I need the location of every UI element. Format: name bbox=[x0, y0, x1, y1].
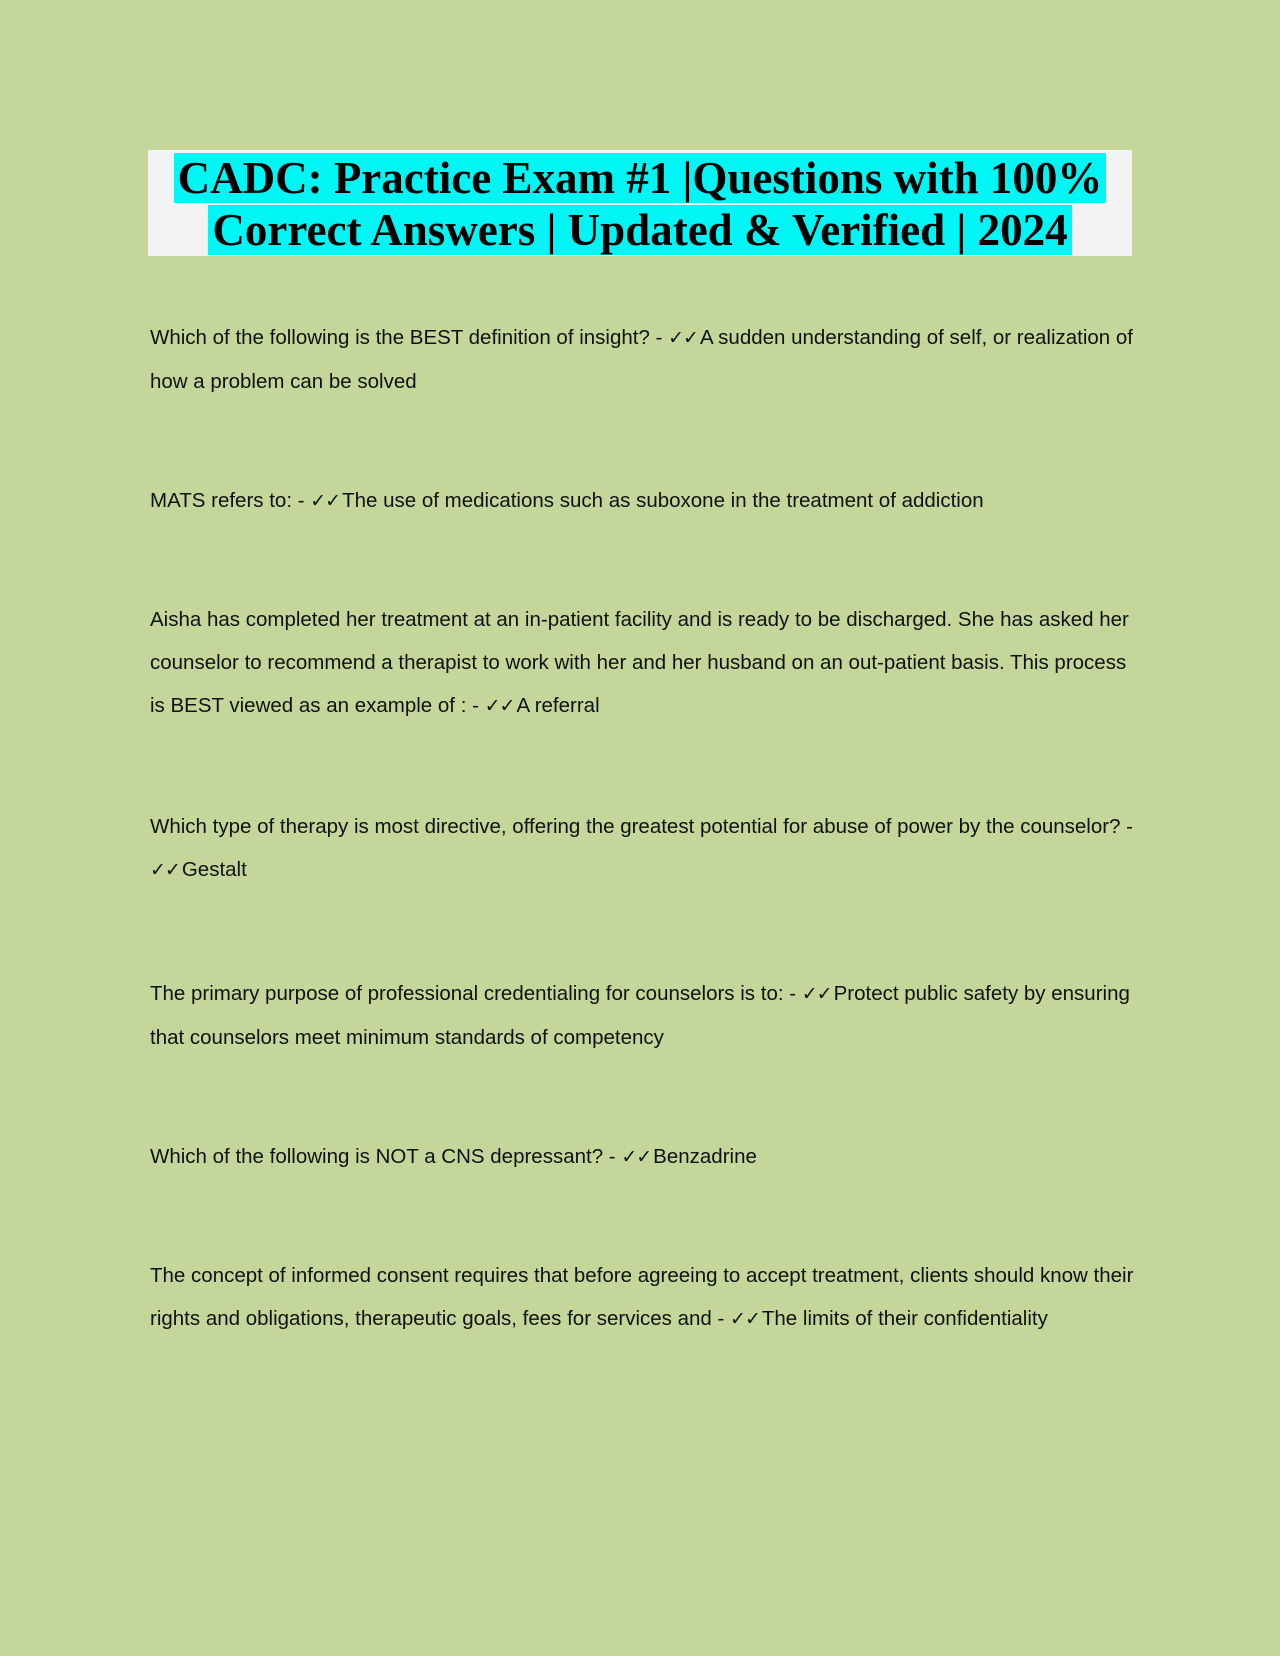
qa-item bbox=[150, 1254, 1140, 1341]
question-text: The concept of informed consent requires that before agreeing to accept treatment, clients should know their rights and obligations, therapeutic goals, fees for services and - bbox=[150, 1264, 1134, 1330]
question-text: Which of the following is NOT a CNS depressant? - bbox=[150, 1145, 622, 1168]
answer-text: Protect public safety by ensuring that counselors meet minimum standards of competency bbox=[150, 982, 1130, 1049]
answer-text: Gestalt bbox=[181, 858, 247, 881]
document-title bbox=[148, 150, 1132, 256]
answer-text: Benzadrine bbox=[653, 1145, 757, 1168]
qa-item bbox=[150, 1135, 1140, 1179]
double-check-icon: ✓✓ bbox=[801, 983, 832, 1005]
answer-text: A sudden understanding of self, or realization of how a problem can be solved bbox=[150, 326, 1133, 393]
qa-item bbox=[150, 972, 1140, 1059]
qa-item bbox=[150, 805, 1140, 892]
answer-text: A referral bbox=[516, 694, 600, 717]
double-check-icon: ✓✓ bbox=[621, 1146, 652, 1168]
qa-item bbox=[150, 479, 1140, 523]
title-line-1: CADC: Practice Exam #1 |Questions with 100% bbox=[148, 152, 1132, 204]
double-check-icon: ✓✓ bbox=[310, 490, 341, 512]
double-check-icon: ✓✓ bbox=[150, 859, 180, 881]
double-check-icon: ✓✓ bbox=[730, 1308, 760, 1330]
title-line-2: Correct Answers | Updated & Verified | 2024 bbox=[148, 204, 1132, 256]
question-text: Aisha has completed her treatment at an in-patient facility and is ready to be discharged. She has asked her counselor to recommend a therapist to work with her and her husband on an out-patient basis. This process is BEST viewed as an example of : - bbox=[150, 608, 1129, 717]
double-check-icon: ✓✓ bbox=[484, 695, 515, 717]
answer-text: The limits of their confidentiality bbox=[761, 1307, 1048, 1330]
qa-item bbox=[150, 316, 1140, 403]
question-text: Which of the following is the BEST definition of insight? - bbox=[150, 326, 669, 349]
double-check-icon: ✓✓ bbox=[668, 327, 698, 349]
answer-text: The use of medications such as suboxone in the treatment of addiction bbox=[342, 489, 984, 512]
question-text: The primary purpose of professional credentialing for counselors is to: - bbox=[150, 982, 802, 1005]
question-text: MATS refers to: - bbox=[150, 489, 311, 512]
question-text: Which type of therapy is most directive, offering the greatest potential for abuse of power by the counselor? - bbox=[150, 815, 1134, 838]
qa-item bbox=[150, 598, 1140, 728]
